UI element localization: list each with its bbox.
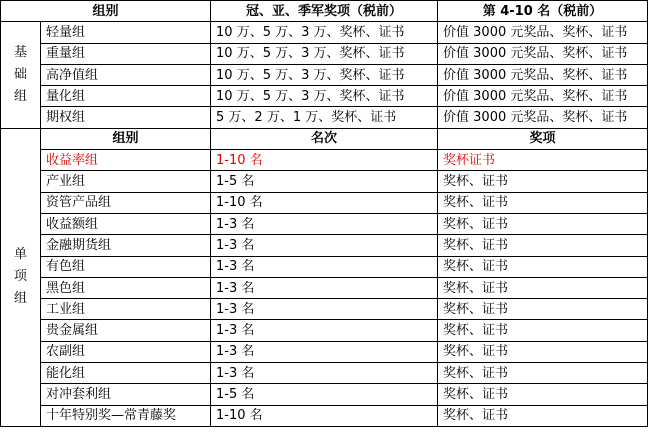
basic-row [1, 43, 648, 64]
top3-prize: 10 万、5 万、3 万、奖杯、证书 [211, 64, 438, 85]
single-row [1, 171, 648, 192]
group-name: 农副组 [41, 341, 211, 362]
group-name: 轻量组 [41, 22, 211, 43]
prize: 奖杯、证书 [438, 256, 648, 277]
header-rest: 第 4-10 名（税前） [438, 1, 648, 22]
single-row [1, 213, 648, 234]
prize: 奖杯、证书 [438, 405, 648, 426]
single-row [1, 256, 648, 277]
group-name: 重量组 [41, 43, 211, 64]
basic-row [1, 22, 648, 43]
basic-row [1, 107, 648, 128]
header-rank: 名次 [211, 128, 438, 149]
rank: 1-5 名 [211, 384, 438, 405]
category-label [1, 128, 41, 426]
single-row [1, 277, 648, 298]
rank: 1-3 名 [211, 256, 438, 277]
group-name: 产业组 [41, 171, 211, 192]
rank: 1-10 名 [211, 405, 438, 426]
group-name: 收益额组 [41, 213, 211, 234]
rank: 1-3 名 [211, 213, 438, 234]
rank: 1-3 名 [211, 320, 438, 341]
group-name: 工业组 [41, 299, 211, 320]
single-row [1, 341, 648, 362]
header-top3: 冠、亚、季军奖项（税前） [211, 1, 438, 22]
rank: 1-3 名 [211, 277, 438, 298]
rank: 1-5 名 [211, 171, 438, 192]
top3-prize: 10 万、5 万、3 万、奖杯、证书 [211, 86, 438, 107]
category-char: 础 [13, 67, 27, 83]
single-row [1, 150, 648, 171]
rank: 1-3 名 [211, 299, 438, 320]
category-label [1, 22, 41, 128]
group-name: 期权组 [41, 107, 211, 128]
group-name: 能化组 [41, 363, 211, 384]
rank: 1-10 名 [211, 150, 438, 171]
basic-row [1, 86, 648, 107]
single-row [1, 405, 648, 426]
single-header-row [1, 128, 648, 149]
prize: 奖杯、证书 [438, 320, 648, 341]
rest-prize: 价值 3000 元奖品、奖杯、证书 [438, 64, 648, 85]
rank: 1-3 名 [211, 235, 438, 256]
category-char: 单 [13, 247, 27, 263]
prize: 奖杯、证书 [438, 235, 648, 256]
awards-table-body [1, 1, 648, 427]
header-row [1, 1, 648, 22]
single-row [1, 299, 648, 320]
group-name: 黑色组 [41, 277, 211, 298]
single-row [1, 192, 648, 213]
prize: 奖杯证书 [438, 150, 648, 171]
rank: 1-3 名 [211, 341, 438, 362]
rank: 1-3 名 [211, 363, 438, 384]
rest-prize: 价值 3000 元奖品、奖杯、证书 [438, 86, 648, 107]
single-row [1, 235, 648, 256]
category-char: 组 [13, 89, 27, 105]
group-name: 对冲套利组 [41, 384, 211, 405]
category-char: 基 [13, 45, 27, 61]
prize: 奖杯、证书 [438, 299, 648, 320]
single-row [1, 384, 648, 405]
header-group: 组别 [41, 128, 211, 149]
prize: 奖杯、证书 [438, 341, 648, 362]
prize: 奖杯、证书 [438, 363, 648, 384]
group-name: 金融期货组 [41, 235, 211, 256]
group-name: 收益率组 [41, 150, 211, 171]
header-group: 组别 [1, 1, 211, 22]
top3-prize: 10 万、5 万、3 万、奖杯、证书 [211, 43, 438, 64]
category-char: 组 [13, 291, 27, 307]
rest-prize: 价值 3000 元奖品、奖杯、证书 [438, 43, 648, 64]
rest-prize: 价值 3000 元奖品、奖杯、证书 [438, 107, 648, 128]
top3-prize: 10 万、5 万、3 万、奖杯、证书 [211, 22, 438, 43]
prize: 奖杯、证书 [438, 384, 648, 405]
group-name: 十年特别奖—常青藤奖 [41, 405, 211, 426]
prize: 奖杯、证书 [438, 213, 648, 234]
group-name: 有色组 [41, 256, 211, 277]
rank: 1-10 名 [211, 192, 438, 213]
prize: 奖杯、证书 [438, 171, 648, 192]
group-name: 贵金属组 [41, 320, 211, 341]
group-name: 资管产品组 [41, 192, 211, 213]
single-row [1, 320, 648, 341]
basic-row [1, 64, 648, 85]
prize: 奖杯、证书 [438, 277, 648, 298]
category-char: 项 [13, 269, 27, 285]
top3-prize: 5 万、2 万、1 万、奖杯、证书 [211, 107, 438, 128]
group-name: 高净值组 [41, 64, 211, 85]
rest-prize: 价值 3000 元奖品、奖杯、证书 [438, 22, 648, 43]
single-row [1, 363, 648, 384]
group-name: 量化组 [41, 86, 211, 107]
header-prize: 奖项 [438, 128, 648, 149]
prize: 奖杯、证书 [438, 192, 648, 213]
